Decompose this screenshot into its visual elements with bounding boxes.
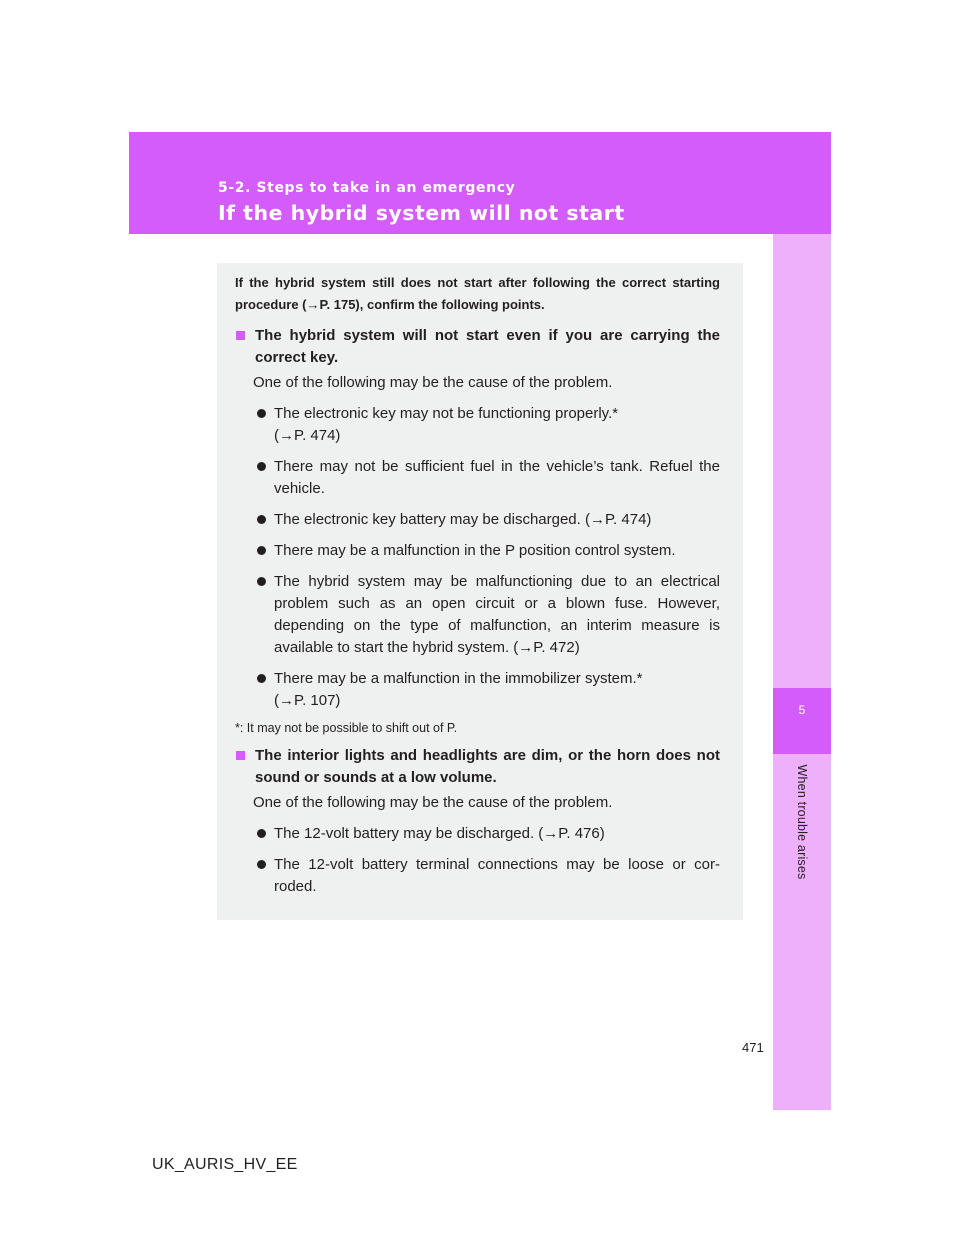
bullet-dot-icon <box>257 409 266 418</box>
list-item <box>253 456 720 500</box>
list-item <box>253 509 720 531</box>
bullet-dot-icon <box>257 515 266 524</box>
sidebar-tab <box>773 234 831 1110</box>
list-item <box>253 854 720 898</box>
document-code: UK_AURIS_HV_EE <box>152 1156 298 1173</box>
list-item <box>253 571 720 659</box>
list-item <box>253 403 720 447</box>
intro-text: If the hybrid system still does not start after following the correct starting procedure (→P. 175), confirm the following points. <box>235 275 720 312</box>
list-item <box>253 823 720 845</box>
section-heading-text: The interior lights and headlights are dim, or the horn does not sound or sounds at a low volume. <box>255 747 720 786</box>
section-heading <box>235 325 720 369</box>
section-label: 5-2. Steps to take in an emergency <box>218 180 516 196</box>
list-item-text: There may be a malfunction in the P position control system. <box>274 542 676 559</box>
lead-text: One of the following may be the cause of the problem. <box>253 794 613 811</box>
lead-text: One of the following may be the cause of the problem. <box>253 374 613 391</box>
list-item-text: There may be a malfunction in the immobilizer system.* <box>274 670 643 687</box>
bullet-dot-icon <box>257 860 266 869</box>
bullet-dot-icon <box>257 577 266 586</box>
bullet-dot-icon <box>257 829 266 838</box>
list-item-text: There may not be sufficient fuel in the vehicle’s tank. Refuel the vehicle. <box>274 458 720 497</box>
list-item-text: The electronic key battery may be discharged. (→P. 474) <box>274 511 652 528</box>
chapter-header <box>129 132 831 234</box>
square-bullet-icon <box>236 751 245 760</box>
bullet-dot-icon <box>257 546 266 555</box>
chapter-number-box <box>773 688 831 754</box>
content-panel <box>217 263 743 920</box>
list-item-text: The 12-volt battery may be discharged. (→P. 476) <box>274 825 605 842</box>
bullet-dot-icon <box>257 674 266 683</box>
list-item <box>253 668 720 712</box>
list-item <box>253 540 720 562</box>
list-item-text: The electronic key may not be functioning properly.* <box>274 405 619 422</box>
chapter-number: 5 <box>798 703 806 717</box>
bullet-dot-icon <box>257 462 266 471</box>
list-item-text: The 12-volt battery terminal connections may be loose or cor-roded. <box>274 856 720 895</box>
section-heading-text: The hybrid system will not start even if you are carrying the correct key. <box>255 327 720 366</box>
square-bullet-icon <box>236 331 245 340</box>
page-reference: (→P. 107) <box>274 692 341 709</box>
page-title: If the hybrid system will not start <box>218 201 625 225</box>
page-number: 471 <box>742 1040 764 1055</box>
section-heading <box>235 745 720 789</box>
list-item-text: The hybrid system may be malfunctioning due to an electrical problem such as an open circuit or a blown fuse. However, depending on the type of malfunction, an interim measure is available to start the hybrid system. (→P. 472) <box>274 573 720 656</box>
page-reference: (→P. 474) <box>274 427 341 444</box>
footnote: *: It may not be possible to shift out of P. <box>235 721 458 735</box>
chapter-title: When trouble arises <box>795 764 809 880</box>
